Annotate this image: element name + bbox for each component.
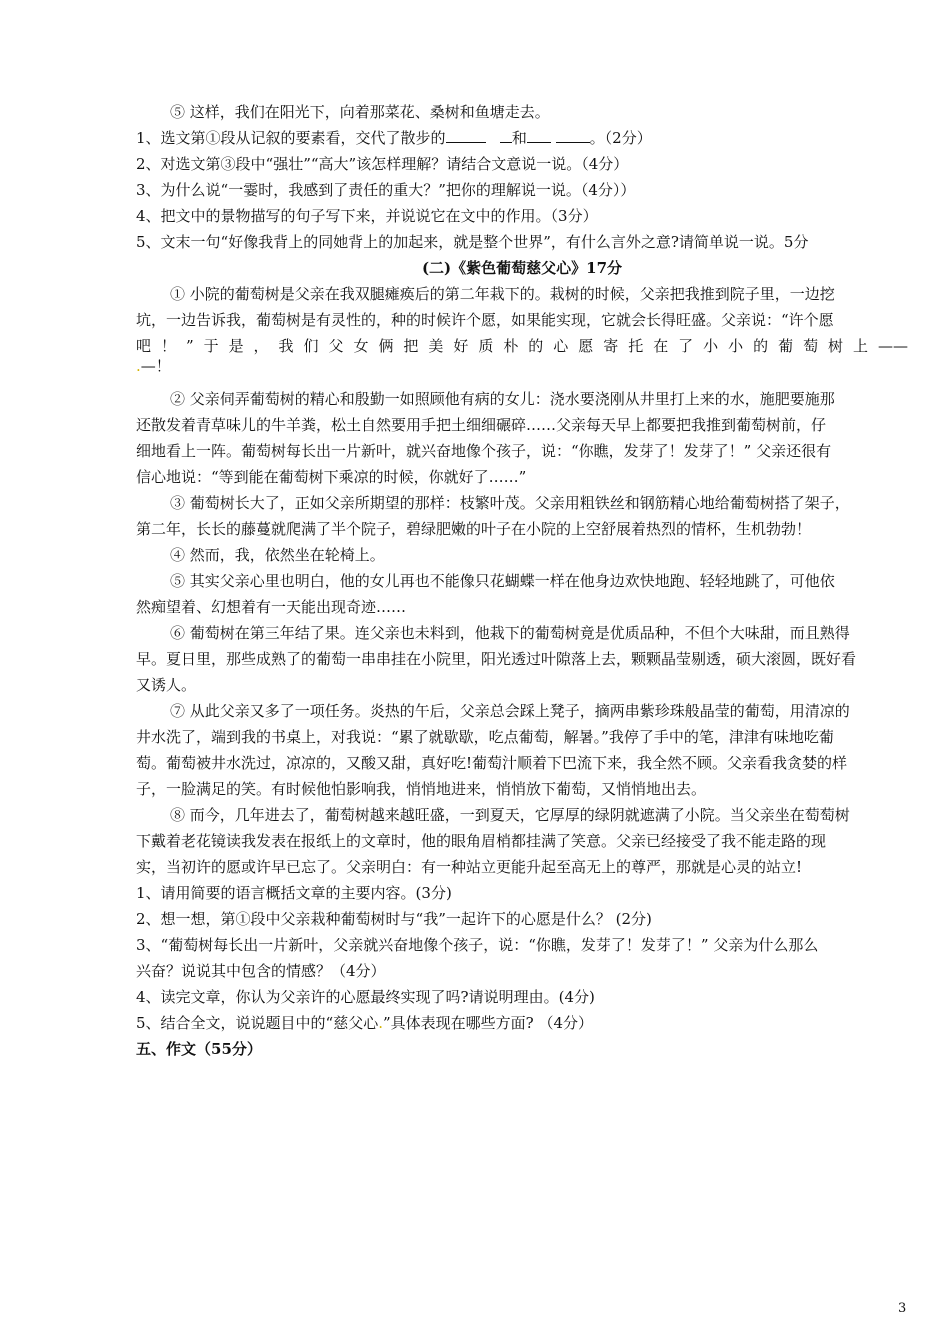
passage2-p7-line1: ⑦ 从此父亲又多了一项任务。炎热的午后，父亲总会踩上凳子，摘两串紫珍珠般晶莹的葡萄，用清凉的	[170, 702, 850, 720]
passage2-p6-line3: 又诱人。	[136, 676, 197, 694]
passage2-p7-line4: 子，一脸满足的笑。有时候他怕影响我，悄悄地进来，悄悄放下葡萄，又悄悄地出去。	[136, 780, 707, 798]
question-1-2: 2、对选文第③段中“强壮”“高大”该怎样理解？请结合文意说一说。（4分）	[136, 155, 629, 173]
section-5-title: 五、作文（55分）	[136, 1040, 262, 1058]
passage2-p4: ④ 然而，我，依然坐在轮椅上。	[170, 546, 385, 564]
question-2-4: 4、读完文章，你认为父亲许的心愿最终实现了吗?请说明理由。(4分)	[136, 988, 595, 1006]
passage2-p2-line3: 细地看上一阵。葡萄树每长出一片新叶，就兴奋地像个孩子，说：“你瞧，发芽了！发芽了！” 父亲还很有	[136, 442, 832, 460]
question-2-5-text-b: ”具体表现在哪些方面? （4分）	[383, 1014, 594, 1032]
passage2-p3-line2: 第二年，长长的藤蔓就爬满了半个院子，碧绿肥嫩的叶子在小院的上空舒展着热烈的情杯，生机勃勃！	[136, 520, 812, 538]
passage2-p8-line2: 下戴着老花镜读我发表在报纸上的文章时，他的眼角眉梢都挂满了笑意。父亲已经接受了我不能走路的现	[136, 832, 827, 850]
passage2-p7-line2: 井水洗了，端到我的书桌上，对我说：“累了就歇歇，吃点葡萄，解暑。”我停了手中的笔，津津有味地吃葡	[136, 728, 834, 746]
question-2-3-line1: 3、“葡萄树每长出一片新叶，父亲就兴奋地像个孩子，说：“你瞧，发芽了！发芽了！” 父亲为什么那么	[136, 936, 819, 954]
question-1-4: 4、把文中的景物描写的句子写下来，并说说它在文中的作用。（3分）	[136, 207, 598, 225]
question-2-5-text-a: 5、结合全文，说说题目中的“慈父心	[136, 1014, 379, 1032]
answer-blank	[527, 128, 551, 143]
passage2-p2-line1: ② 父亲伺弄葡萄树的精心和殷勤一如照顾他有病的女儿：浇水要浇刚从井里打上来的水，施肥要施那	[170, 390, 835, 408]
passage2-p7-line3: 萄。葡萄被井水洗过，凉凉的，又酸又甜，真好吃!葡萄汁顺着下巴流下来，我全然不顾。父亲看我贪婪的样	[136, 754, 848, 772]
question-1-3: 3、为什么说“一霎时，我感到了责任的重大？”把你的理解说一说。（4分））	[136, 181, 636, 199]
passage2-p2-line2: 还散发着青草味儿的牛羊粪，松土自然要用手把土细细碾碎……父亲每天早上都要把我推到葡萄树前，仔	[136, 416, 827, 434]
passage2-p1-line3: 吧！”于是，我们父女俩把美好质朴的心愿寄托在了小小的葡萄树上——	[136, 337, 908, 355]
passage2-p6-line2: 早。夏日里，那些成熟了的葡萄一串串挂在小院里，阳光透过叶隙落上去，颗颗晶莹剔透，硕大滚圆，既好看	[136, 650, 857, 668]
question-1-5: 5、文末一句“好像我背上的同她背上的加起来，就是整个世界”，有什么言外之意?请简单说一说。5分	[136, 233, 809, 251]
passage2-p5-line2: 然痴望着、幻想着有一天能出现奇迹……	[136, 598, 407, 616]
emphasis-dot: .	[378, 1014, 383, 1032]
question-1-1-text-a: 1、选文第①段从记叙的要素看，交代了散步的	[136, 129, 446, 147]
question-1-1	[136, 128, 908, 148]
question-2-3-line2: 兴奋？说说其中包含的情感？（4分）	[136, 962, 386, 980]
passage2-p8-line3: 实，当初许的愿或许早已忘了。父亲明白：有一种站立更能升起至高无上的尊严，那就是心灵的站立!	[136, 858, 803, 876]
emphasis-dot: .	[136, 357, 141, 375]
passage2-p8-line1: ⑧ 而今，几年进去了，葡萄树越来越旺盛，一到夏天，它厚厚的绿阴就遮满了小院。当父亲坐在萄萄树	[170, 806, 850, 824]
answer-blank	[446, 128, 486, 143]
page-number: 3	[898, 1301, 907, 1316]
passage2-p3-line1: ③ 葡萄树长大了，正如父亲所期望的那样：枝繁叶茂。父亲用粗铁丝和钢筋精心地给葡萄树搭了架子，	[170, 494, 850, 512]
passage2-p2-line4: 信心地说：“等到能在葡萄树下乘凉的时候，你就好了……”	[136, 468, 527, 486]
question-2-1: 1、请用简要的语言概括文章的主要内容。(3分)	[136, 884, 452, 902]
passage2-p6-line1: ⑥ 葡萄树在第三年结了果。连父亲也未料到，他栽下的葡萄树竟是优质品种，不但个大味甜，而且熟得	[170, 624, 850, 642]
passage2-p5-line1: ⑤ 其实父亲心里也明白，他的女儿再也不能像只花蝴蝶一样在他身边欢快地跑、轻轻地跳了，可他依	[170, 572, 835, 590]
question-1-1-text-b: 和	[511, 129, 527, 147]
question-2-5	[136, 1013, 908, 1033]
answer-blank	[556, 128, 590, 143]
passage2-p1-line2: 坑，一边告诉我，葡萄树是有灵性的，种的时候许个愿，如果能实现，它就会长得旺盛。父亲说：“许个愿	[136, 311, 834, 329]
question-2-2: 2、想一想，第①段中父亲栽种葡萄树时与“我”一起许下的心愿是什么？ (2分)	[136, 910, 652, 928]
answer-blank	[500, 128, 512, 143]
passage1-paragraph-5: ⑤ 这样，我们在阳光下，向着那菜花、桑树和鱼塘走去。	[170, 103, 550, 121]
section-2-title: (二)《紫色葡萄慈父心》17分	[421, 259, 623, 277]
question-1-1-text-c: 。（2分）	[589, 129, 652, 147]
passage2-p1-line4-text: —！	[140, 357, 171, 375]
passage2-p1-line4	[136, 356, 908, 376]
passage2-p1-line1: ① 小院的葡萄树是父亲在我双腿瘫痪后的第二年栽下的。栽树的时候，父亲把我推到院子里，一边挖	[170, 285, 835, 303]
